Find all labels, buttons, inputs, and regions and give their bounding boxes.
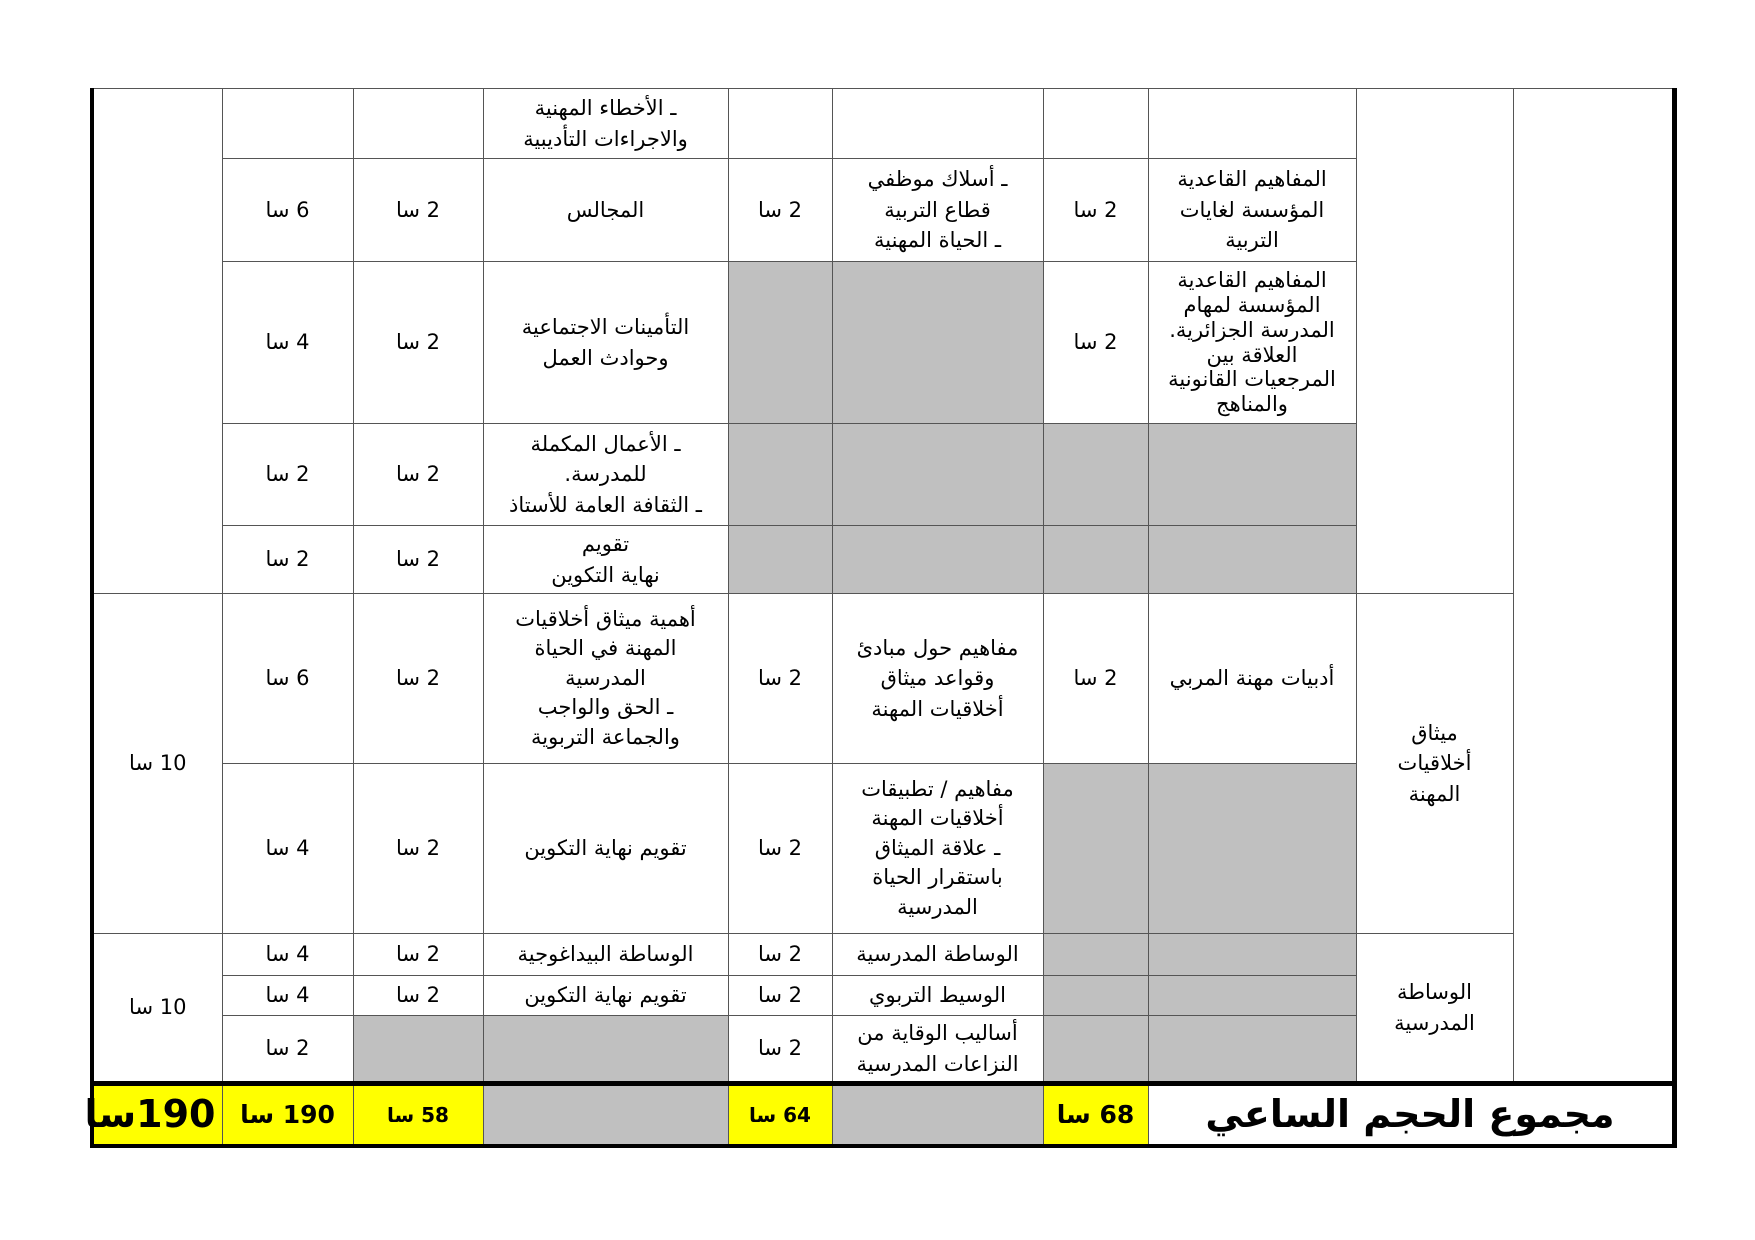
module-name-cell <box>1356 89 1513 594</box>
concept-line: قطاع التربية <box>884 197 991 222</box>
hours-cell: 2 سا <box>728 159 832 262</box>
concept-line: ـ علاقة الميثاق <box>874 835 1001 860</box>
concept-cell: الوسيط التربوي <box>832 976 1043 1016</box>
shaded-cell <box>353 1016 483 1084</box>
hours-cell: 4 سا <box>222 262 353 424</box>
topic-line: أهمية ميثاق أخلاقيات <box>515 607 696 632</box>
topic-line: للمدرسة. <box>564 462 647 487</box>
concept-cell <box>832 594 1043 764</box>
topic-line: وحوادث العمل <box>542 345 669 370</box>
topic-cell: تقويم نهاية التكوين <box>483 976 728 1016</box>
concept-line: المدرسية <box>897 894 978 919</box>
topic-cell <box>483 262 728 424</box>
hours-cell: 2 سا <box>353 424 483 526</box>
total-label: مجموع الحجم الساعي <box>1148 1084 1674 1147</box>
topic-cell <box>483 764 728 934</box>
topic-line: ـ الأعمال المكملة <box>530 431 681 456</box>
total-hours-cell: 68 سا <box>1043 1084 1148 1147</box>
shaded-cell <box>483 1084 728 1147</box>
hours-cell <box>1043 89 1148 159</box>
module-name-line: أخلاقيات <box>1397 751 1472 776</box>
grand-total-cell: 190سا <box>92 1084 222 1147</box>
hours-cell: 4 سا <box>222 976 353 1016</box>
shaded-cell <box>1043 526 1148 594</box>
shaded-cell <box>1043 934 1148 976</box>
shaded-cell <box>728 526 832 594</box>
hours-cell: 2 سا <box>728 976 832 1016</box>
module-name-line: المهنة <box>1408 781 1461 806</box>
hours-cell: 2 سا <box>1043 159 1148 262</box>
topic-line: المهنة في الحياة <box>534 636 677 661</box>
module-total-cell: 10 سا <box>92 934 222 1084</box>
topic-cell <box>483 89 728 159</box>
topic-cell <box>483 424 728 526</box>
basics-line: المدرسة الجزائرية. <box>1169 317 1335 342</box>
shaded-cell <box>1148 424 1356 526</box>
hours-cell: 2 سا <box>222 526 353 594</box>
topic-cell <box>483 526 728 594</box>
hours-cell: 4 سا <box>222 934 353 976</box>
basics-line: المفاهيم القاعدية <box>1177 167 1327 192</box>
hours-cell: 2 سا <box>353 262 483 424</box>
basics-line: أدبيات مهنة المربي <box>1169 666 1335 691</box>
concept-line: وقواعد ميثاق <box>880 666 995 691</box>
topic-line: المدرسية <box>565 665 646 690</box>
shaded-cell <box>1148 1016 1356 1084</box>
total-hours-cell: 64 سا <box>728 1084 832 1147</box>
table-row <box>92 594 1674 764</box>
basics-line: التربية <box>1225 228 1279 253</box>
topic-line: ـ الثقافة العامة للأستاذ <box>509 492 702 517</box>
topic-line: ـ الأخطاء المهنية <box>534 96 677 121</box>
hours-cell: 2 سا <box>222 424 353 526</box>
schedule-sheet <box>84 88 1672 1148</box>
hours-cell: 2 سا <box>222 1016 353 1084</box>
hours-cell: 2 سا <box>353 976 483 1016</box>
shaded-cell <box>1148 976 1356 1016</box>
topic-cell <box>483 159 728 262</box>
basics-line: المفاهيم القاعدية <box>1177 268 1327 293</box>
basics-cell <box>1148 159 1356 262</box>
hours-cell: 2 سا <box>728 1016 832 1084</box>
concept-line: أساليب الوقاية من <box>857 1021 1018 1046</box>
domain-cell <box>1513 89 1674 1084</box>
shaded-cell <box>832 262 1043 424</box>
hours-cell <box>353 89 483 159</box>
module-name-cell <box>1356 594 1513 934</box>
topic-line: ـ الحق والواجب <box>537 695 674 720</box>
hours-cell <box>222 89 353 159</box>
basics-line: المؤسسة لمهام <box>1183 292 1321 317</box>
concept-cell <box>832 764 1043 934</box>
topic-line: المجالس <box>566 197 645 222</box>
hours-cell: 2 سا <box>1043 594 1148 764</box>
shaded-cell <box>1043 764 1148 934</box>
hours-cell: 2 سا <box>1043 262 1148 424</box>
topic-cell: الوساطة البيداغوجية <box>483 934 728 976</box>
module-name-line: المدرسية <box>1394 1010 1475 1035</box>
hours-table <box>84 88 1677 1148</box>
hours-cell: 6 سا <box>222 159 353 262</box>
topic-line: التأمينات الاجتماعية <box>521 315 690 340</box>
module-total-cell: 10 سا <box>92 594 222 934</box>
table-row <box>92 934 1674 976</box>
module-total-cell <box>92 89 222 594</box>
hours-cell <box>728 89 832 159</box>
total-hours-cell: 58 سا <box>353 1084 483 1147</box>
basics-cell <box>1148 594 1356 764</box>
basics-line: المرجعيات القانونية <box>1168 367 1336 392</box>
shaded-cell <box>832 526 1043 594</box>
concept-line: النزاعات المدرسية <box>856 1051 1019 1076</box>
concept-line: مفاهيم حول مبادئ <box>856 635 1019 660</box>
table-row <box>92 89 1674 159</box>
hours-cell: 2 سا <box>353 764 483 934</box>
hours-cell: 2 سا <box>728 764 832 934</box>
topic-line: والاجراءات التأديبية <box>523 126 688 151</box>
shaded-cell <box>1043 1016 1148 1084</box>
concept-line: أخلاقيات المهنة <box>871 696 1004 721</box>
hours-cell: 2 سا <box>353 934 483 976</box>
hours-cell: 4 سا <box>222 764 353 934</box>
hours-cell: 2 سا <box>353 594 483 764</box>
shaded-cell <box>728 262 832 424</box>
topic-line: تقويم نهاية التكوين <box>524 836 687 861</box>
concept-cell <box>832 1016 1043 1084</box>
hours-cell: 2 سا <box>728 934 832 976</box>
concept-line: أخلاقيات المهنة <box>871 806 1004 831</box>
topic-cell <box>483 594 728 764</box>
topic-line: تقويم <box>581 532 630 557</box>
topic-line: نهاية التكوين <box>551 562 660 587</box>
module-name-line: ميثاق <box>1411 720 1458 745</box>
concept-line: باستقرار الحياة <box>872 865 1003 890</box>
concept-cell: الوساطة المدرسية <box>832 934 1043 976</box>
concept-line: مفاهيم / تطبيقات <box>861 777 1014 802</box>
concept-cell <box>832 89 1043 159</box>
total-row <box>92 1084 1674 1147</box>
shaded-cell <box>728 424 832 526</box>
shaded-cell <box>1043 976 1148 1016</box>
hours-cell: 6 سا <box>222 594 353 764</box>
module-name-line: الوساطة <box>1396 980 1473 1005</box>
concept-cell <box>832 159 1043 262</box>
hours-cell: 2 سا <box>353 159 483 262</box>
concept-line: ـ أسلاك موظفي <box>867 167 1008 192</box>
shaded-cell <box>1043 424 1148 526</box>
total-hours-cell: 190 سا <box>222 1084 353 1147</box>
shaded-cell <box>1148 764 1356 934</box>
shaded-cell <box>832 1084 1043 1147</box>
shaded-cell <box>1148 526 1356 594</box>
hours-cell: 2 سا <box>353 526 483 594</box>
shaded-cell <box>1148 934 1356 976</box>
topic-line: والجماعة التربوية <box>531 724 680 749</box>
concept-line: ـ الحياة المهنية <box>873 228 1001 253</box>
basics-cell <box>1148 89 1356 159</box>
basics-cell <box>1148 262 1356 424</box>
shaded-cell <box>483 1016 728 1084</box>
basics-line: المؤسسة لغايات <box>1179 197 1325 222</box>
hours-cell: 2 سا <box>728 594 832 764</box>
basics-line: العلاقة بين <box>1206 342 1298 367</box>
basics-line: والمناهج <box>1216 392 1288 417</box>
shaded-cell <box>832 424 1043 526</box>
module-name-cell <box>1356 934 1513 1084</box>
